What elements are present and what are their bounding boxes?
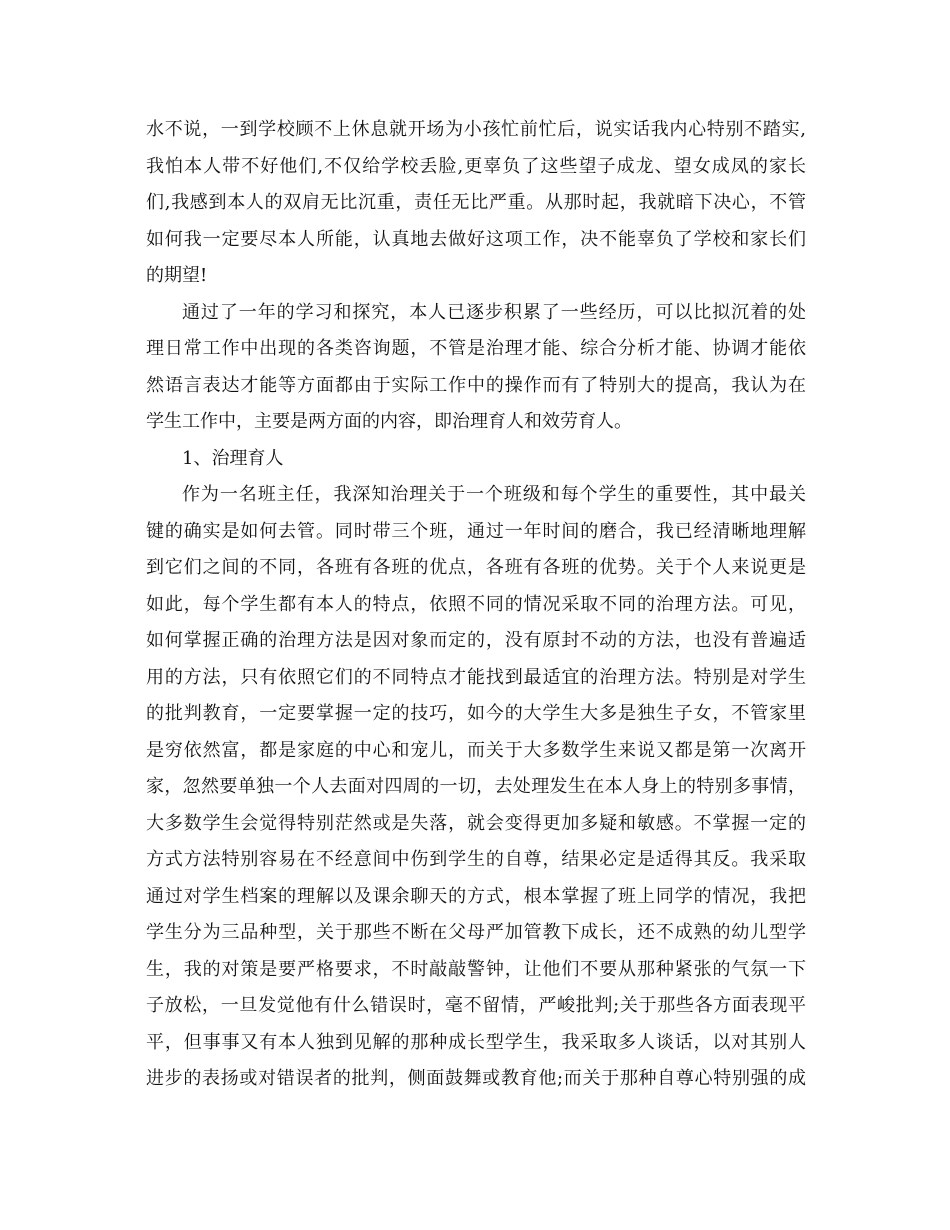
text-line: 到它们之间的不同，各班有各班的优点，各班有各班的优势。关于个人来说更是 xyxy=(146,557,806,578)
section-heading xyxy=(146,441,806,478)
text-line: 如此，每个学生都有本人的特点，依照不同的情况采取不同的治理方法。可见， xyxy=(146,593,806,615)
paragraph-intro-continuation xyxy=(146,112,806,295)
text-line: 用的方法，只有依照它们的不同特点才能找到最适宜的治理方法。特别是对学生 xyxy=(146,666,806,688)
text-line: 是穷依然富，都是家庭的中心和宠儿，而关于大多数学生来说又都是第一次离开 xyxy=(146,739,806,761)
text-line: 理日常工作中出现的各类咨询题，不管是治理才能、综合分析才能、协调才能依 xyxy=(146,338,806,359)
document-page xyxy=(146,112,806,1098)
text-line: 键的确实是如何去管。同时带三个班，通过一年时间的磨合，我已经清晰地理解 xyxy=(146,520,806,542)
text-line: 通过了一年的学习和探究，本人已逐步积累了一些经历，可以比拟沉着的处 xyxy=(182,301,806,323)
section-heading-text: 1、治理育人 xyxy=(182,447,284,469)
text-line: 家，忽然要单独一个人去面对四周的一切，去处理发生在本人身上的特别多事情， xyxy=(146,776,806,797)
text-line: 学生工作中，主要是两方面的内容，即治理育人和效劳育人。 xyxy=(146,411,632,432)
text-line: 方式方法特别容易在不经意间中伤到学生的自尊，结果必定是适得其反。我采取 xyxy=(146,849,806,870)
text-line: 学生分为三品种型，关于那些不断在父母严加管教下成长，还不成熟的幼儿型学 xyxy=(146,922,806,943)
text-line: 子放松，一旦发觉他有什么错误时，毫不留情，严峻批判;关于那些各方面表现平 xyxy=(146,995,806,1016)
text-line: 水不说，一到学校顾不上休息就开场为小孩忙前忙后，说实话我内心特别不踏实, xyxy=(146,119,806,140)
text-line: 我怕本人带不好他们,不仅给学校丢脸,更辜负了这些望子成龙、望女成凤的家长 xyxy=(146,155,806,177)
text-line: 进步的表扬或对错误者的批判，侧面鼓舞或教育他;而关于那种自尊心特别强的成 xyxy=(146,1068,806,1089)
text-line: 如何我一定要尽本人所能，认真地去做好这项工作，决不能辜负了学校和家长们 xyxy=(146,228,806,250)
text-line: 们,我感到本人的双肩无比沉重，责任无比严重。从那时起，我就暗下决心，不管 xyxy=(146,192,806,213)
paragraph-management xyxy=(146,477,806,1098)
text-line: 如何掌握正确的治理方法是因对象而定的，没有原封不动的方法，也没有普遍适 xyxy=(146,630,806,651)
text-line: 大多数学生会觉得特别茫然或是失落，就会变得更加多疑和敏感。不掌握一定的 xyxy=(146,812,806,834)
text-line: 的批判教育，一定要掌握一定的技巧，如今的大学生大多是独生子女，不管家里 xyxy=(146,703,806,724)
text-line: 通过对学生档案的理解以及课余聊天的方式，根本掌握了班上同学的情况，我把 xyxy=(146,885,806,907)
text-line: 生，我的对策是要严格要求，不时敲敲警钟，让他们不要从那种紧张的气氛一下 xyxy=(146,958,806,980)
text-line: 的期望! xyxy=(146,265,208,286)
text-line: 作为一名班主任，我深知治理关于一个班级和每个学生的重要性，其中最关 xyxy=(182,484,806,505)
text-line: 然语言表达才能等方面都由于实际工作中的操作而有了特别大的提高，我认为在 xyxy=(146,374,806,396)
text-line: 平，但事事又有本人独到见解的那种成长型学生，我采取多人谈话，以对其别人 xyxy=(146,1031,806,1053)
paragraph-experience xyxy=(146,295,806,441)
